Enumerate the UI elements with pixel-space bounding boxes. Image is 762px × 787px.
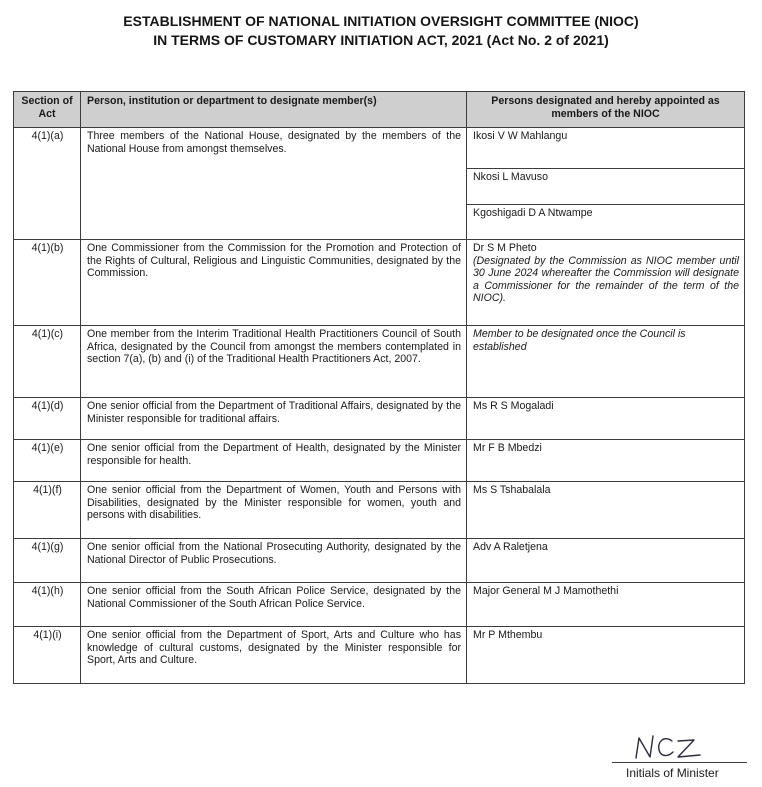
nioc-members-table (13, 91, 745, 684)
appointee-cell: Ms S Tshabalala (467, 482, 745, 539)
minister-initials-block (612, 732, 747, 784)
table-header-row (14, 92, 745, 128)
appointee-cell: Member to be designated once the Council is established (467, 326, 745, 398)
appointee-cell: Nkosi L Mavuso (467, 169, 745, 205)
appointee-cell: Kgoshigadi D A Ntwampe (467, 205, 745, 240)
description-cell: Three members of the National House, designated by the members of the National House from amongst themselves. (81, 128, 467, 240)
section-cell: 4(1)(g) (14, 539, 81, 583)
section-cell: 4(1)(d) (14, 398, 81, 440)
appointee-name: Dr S M Pheto (473, 242, 537, 254)
table-row (14, 440, 745, 482)
section-cell: 4(1)(a) (14, 128, 81, 240)
table-row (14, 326, 745, 398)
title-line-2: IN TERMS OF CUSTOMARY INITIATION ACT, 2021 (Act No. 2 of 2021) (153, 32, 609, 48)
table-row (14, 627, 745, 684)
initials-caption: Initials of Minister (626, 766, 719, 780)
description-cell: One senior official from the Department of Sport, Arts and Culture who has knowledge of cultural customs, designated by the Minister responsible for Sport, Arts and Culture. (81, 627, 467, 684)
section-cell: 4(1)(c) (14, 326, 81, 398)
section-cell: 4(1)(h) (14, 583, 81, 627)
appointee-cell (467, 240, 745, 326)
appointee-note: (Designated by the Commission as NIOC member until 30 June 2024 whereafter the Commission will designate a Commissioner for the remainder of the term of the NIOC). (473, 254, 739, 305)
table-row (14, 583, 745, 627)
description-cell: One senior official from the National Prosecuting Authority, designated by the National Director of Public Prosecutions. (81, 539, 467, 583)
document-title (0, 12, 762, 50)
table-row (14, 482, 745, 539)
appointee-cell: Mr F B Mbedzi (467, 440, 745, 482)
appointee-cell: Ikosi V W Mahlangu (467, 128, 745, 169)
section-cell: 4(1)(i) (14, 627, 81, 684)
handwritten-initials-signature (630, 732, 710, 762)
section-cell: 4(1)(e) (14, 440, 81, 482)
description-cell: One Commissioner from the Commission for the Promotion and Protection of the Rights of Cultural, Religious and Linguistic Communities, designated by the Commission. (81, 240, 467, 326)
table-row (14, 398, 745, 440)
appointee-cell: Adv A Raletjena (467, 539, 745, 583)
section-cell: 4(1)(f) (14, 482, 81, 539)
description-cell: One senior official from the Department of Women, Youth and Persons with Disabilities, designated by the Minister responsible for women, youth and persons with disabilities. (81, 482, 467, 539)
header-persons-appointed: Persons designated and hereby appointed as members of the NIOC (467, 92, 745, 128)
table-row (14, 539, 745, 583)
appointee-cell: Ms R S Mogaladi (467, 398, 745, 440)
header-section-of-act: Section of Act (14, 92, 81, 128)
table-row (14, 240, 745, 326)
appointee-cell: Major General M J Mamothethi (467, 583, 745, 627)
title-line-1: ESTABLISHMENT OF NATIONAL INITIATION OVERSIGHT COMMITTEE (NIOC) (123, 13, 639, 29)
description-cell: One member from the Interim Traditional Health Practitioners Council of South Africa, designated by the Council from amongst the members contemplated in section 7(a), (b) and (i) of the Traditional Health Practitioners Act, 2007. (81, 326, 467, 398)
section-cell: 4(1)(b) (14, 240, 81, 326)
description-cell: One senior official from the South African Police Service, designated by the National Commissioner of the South African Police Service. (81, 583, 467, 627)
description-cell: One senior official from the Department of Health, designated by the Minister responsible for health. (81, 440, 467, 482)
table-row (14, 128, 745, 169)
description-cell: One senior official from the Department of Traditional Affairs, designated by the Minister responsible for traditional affairs. (81, 398, 467, 440)
header-designating-body: Person, institution or department to designate member(s) (81, 92, 467, 128)
signature-line (612, 762, 747, 763)
appointee-cell: Mr P Mthembu (467, 627, 745, 684)
